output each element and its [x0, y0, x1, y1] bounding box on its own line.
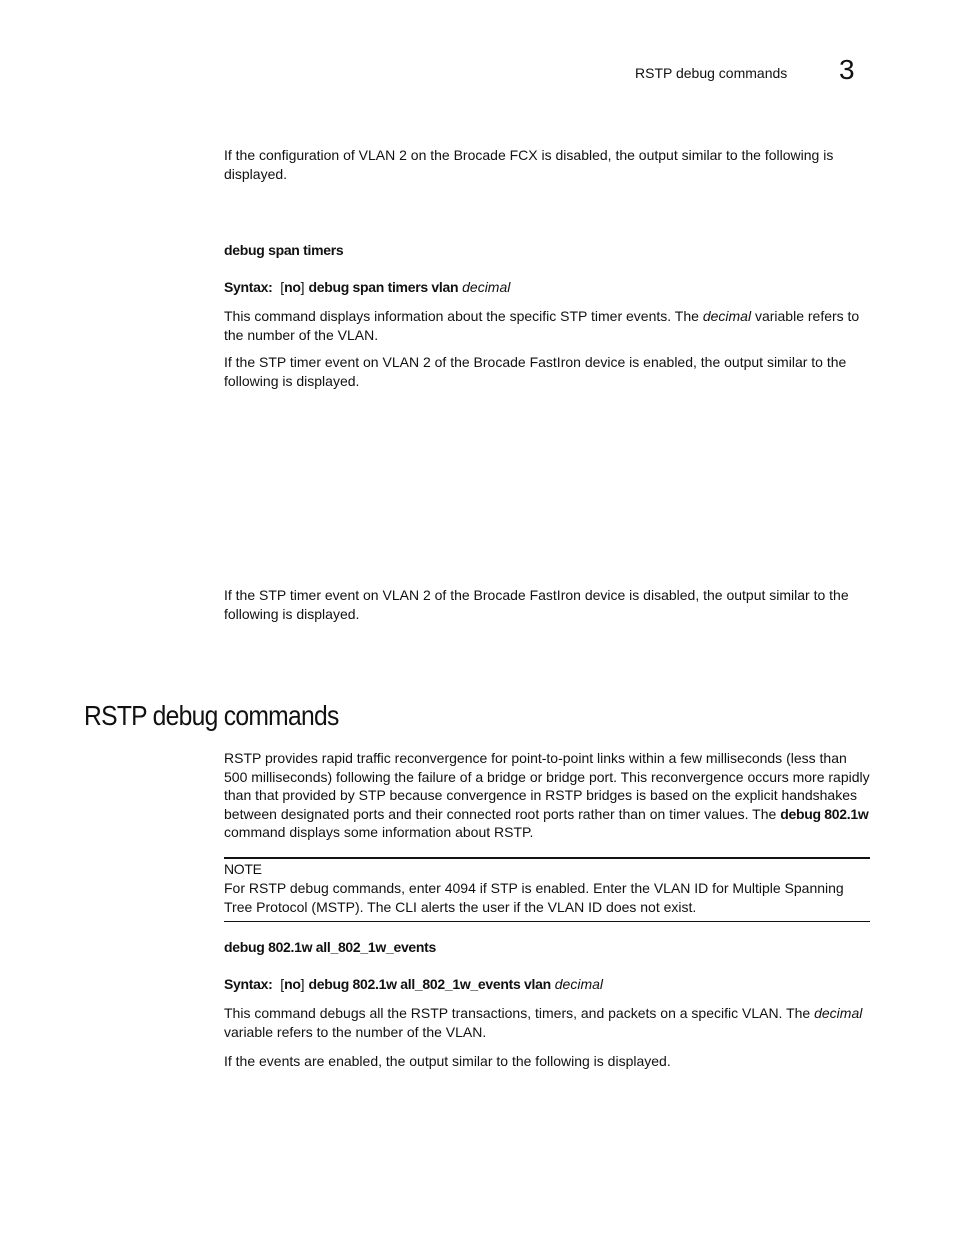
note-text: For RSTP debug commands, enter 4094 if STP is enabled. Enter the VLAN ID for Multiple Spanning Tree Protocol (MSTP). The CLI alerts the user if the VLAN ID does not exist. [224, 880, 844, 915]
note-bottom-rule [224, 921, 870, 922]
subheading-debug-802-1w-all-events: debug 802.1w all_802_1w_events [224, 939, 437, 955]
running-header-chapter-number: 3 [839, 54, 855, 85]
paragraph-all-events-description: This command debugs all the RSTP transactions, timers, and packets on a specific VLAN. The decimal variable refers to the number of the VLAN. [224, 1005, 863, 1040]
syntax-debug-802-1w-all-events: Syntax: [no] debug 802.1w all_802_1w_events vlan decimal [224, 976, 604, 992]
syntax-command: debug span timers vlan [308, 279, 459, 295]
syntax-no-keyword: no [284, 279, 301, 295]
section-title-rstp-debug-commands: RSTP debug commands [84, 700, 339, 731]
syntax-debug-span-timers: Syntax: [no] debug span timers vlan decimal [224, 279, 511, 295]
subheading-debug-span-timers: debug span timers [224, 242, 344, 258]
paragraph-all-events-enabled: If the events are enabled, the output similar to the following is displayed. [224, 1053, 671, 1069]
paragraph-span-timers-enabled: If the STP timer event on VLAN 2 of the Brocade FastIron device is enabled, the output similar to the following is displayed. [224, 354, 847, 389]
syntax-no-keyword: no [284, 976, 301, 992]
syntax-label: Syntax: [224, 279, 273, 295]
syntax-variable: decimal [554, 976, 604, 992]
paragraph-fcx-disabled: If the configuration of VLAN 2 on the Brocade FCX is disabled, the output similar to the following is displayed. [224, 147, 834, 182]
paragraph-span-timers-description: This command displays information about the specific STP timer events. The decimal variable refers to the number of the VLAN. [224, 308, 860, 343]
note-label: NOTE [224, 861, 262, 877]
paragraph-rstp-intro: RSTP provides rapid traffic reconvergence for point-to-point links within a few milliseconds (less than 500 milliseconds) following the failure of a bridge or bridge port. This reconvergence occurs more rapidly than that provided by STP because convergence in RSTP bridges is based on the explicit handshakes between designated ports and their connected root ports rather than on timer values. The debug 802.1w command displays some information about RSTP. [224, 750, 870, 841]
running-header-section-title: RSTP debug commands [635, 65, 788, 81]
note-top-rule [224, 857, 870, 859]
syntax-label: Syntax: [224, 976, 273, 992]
syntax-variable: decimal [462, 279, 511, 295]
paragraph-span-timers-disabled: If the STP timer event on VLAN 2 of the Brocade FastIron device is disabled, the output similar to the following is displayed. [224, 587, 849, 622]
syntax-command: debug 802.1w all_802_1w_events vlan [308, 976, 551, 992]
